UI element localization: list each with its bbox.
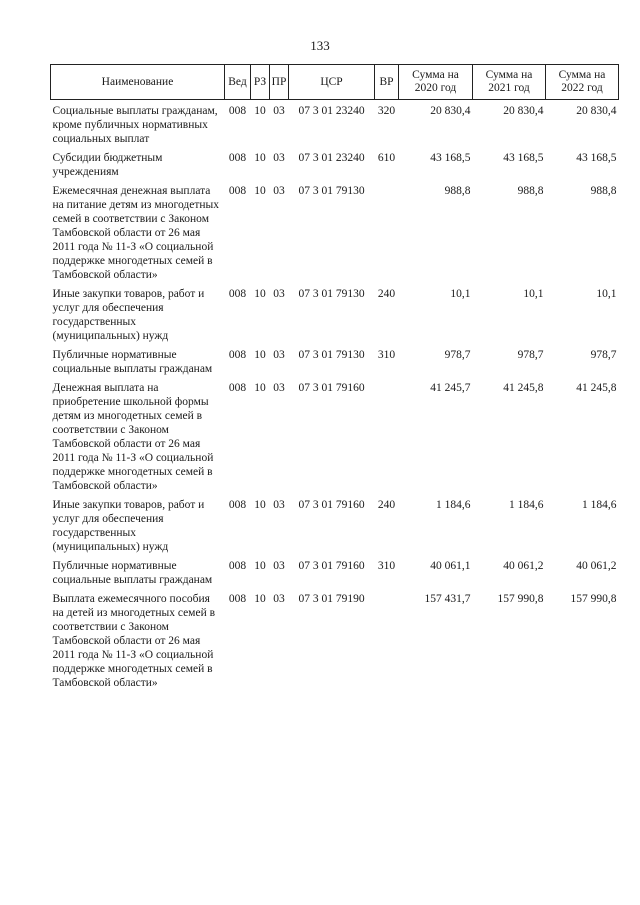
table-row (51, 590, 619, 693)
budget-table (50, 64, 619, 693)
row-vr: 320 (377, 105, 396, 117)
row-sum-2022: 157 990,8 (570, 593, 617, 605)
row-sum-2020: 20 830,4 (430, 105, 471, 117)
row-vr: 240 (377, 288, 396, 300)
row-sum-2021: 157 990,8 (497, 593, 544, 605)
row-pr: 03 (273, 593, 285, 605)
row-pr: 03 (273, 349, 285, 361)
row-sum-2020: 40 061,1 (430, 560, 471, 572)
header-name: Наименование (51, 65, 225, 100)
header-sum-2020: Сумма на 2020 год (399, 65, 473, 100)
row-rz: 10 (254, 349, 266, 361)
row-rz: 10 (254, 382, 266, 394)
row-sum-2022: 1 184,6 (582, 499, 617, 511)
row-name: Иные закупки товаров, работ и услуг для обеспечения государственных (муниципальных) нужд (52, 499, 205, 553)
table-row (51, 285, 619, 346)
row-name: Субсидии бюджетным учреждениям (52, 152, 163, 178)
row-vr (375, 182, 399, 285)
row-name: Ежемесячная денежная выплата на питание детям из многодетных семей в соответствии с Законом Тамбовской области от 26 мая 2011 года № 11-З «О социальной поддержке многодетных семей в Тамбовской области» (52, 185, 219, 281)
row-name: Публичные нормативные социальные выплаты гражданам (52, 560, 213, 586)
row-ved: 008 (228, 288, 247, 300)
row-sum-2020: 10,1 (450, 288, 471, 300)
row-pr: 03 (273, 382, 285, 394)
row-csr: 07 3 01 23240 (298, 105, 365, 117)
header-csr: ЦСР (289, 65, 375, 100)
row-rz: 10 (254, 152, 266, 164)
table-row (51, 557, 619, 590)
row-ved: 008 (228, 185, 247, 197)
row-pr: 03 (273, 185, 285, 197)
row-sum-2022: 20 830,4 (576, 105, 617, 117)
row-ved: 008 (228, 499, 247, 511)
row-rz: 10 (254, 105, 266, 117)
row-sum-2021: 1 184,6 (509, 499, 544, 511)
row-vr (375, 590, 399, 693)
table-row (51, 496, 619, 557)
row-sum-2020: 157 431,7 (424, 593, 471, 605)
page-number: 133 (310, 38, 330, 53)
row-ved: 008 (228, 105, 247, 117)
table-header-row (51, 65, 619, 100)
row-csr: 07 3 01 79160 (298, 499, 365, 511)
row-sum-2021: 40 061,2 (503, 560, 544, 572)
row-sum-2022: 43 168,5 (576, 152, 617, 164)
row-csr: 07 3 01 79160 (298, 382, 365, 394)
row-rz: 10 (254, 499, 266, 511)
row-rz: 10 (254, 560, 266, 572)
row-pr: 03 (273, 560, 285, 572)
row-pr: 03 (273, 499, 285, 511)
row-rz: 10 (254, 185, 266, 197)
row-vr: 240 (377, 499, 396, 511)
row-pr: 03 (273, 105, 285, 117)
row-rz: 10 (254, 593, 266, 605)
row-csr: 07 3 01 23240 (298, 152, 365, 164)
row-sum-2021: 43 168,5 (503, 152, 544, 164)
row-ved: 008 (228, 349, 247, 361)
row-sum-2020: 1 184,6 (436, 499, 471, 511)
row-sum-2022: 988,8 (590, 185, 617, 197)
row-ved: 008 (228, 560, 247, 572)
row-sum-2020: 988,8 (444, 185, 471, 197)
row-vr (375, 379, 399, 496)
row-name: Выплата ежемесячного пособия на детей из многодетных семей в соответствии с Законом Тамбовской области от 26 мая 2011 года № 11-З «О социальной поддержке многодетных семей в Тамбовской области» (52, 593, 216, 689)
header-rz: РЗ (251, 65, 270, 100)
row-pr: 03 (273, 288, 285, 300)
row-sum-2022: 978,7 (590, 349, 617, 361)
table-row (51, 100, 619, 150)
row-sum-2022: 41 245,8 (576, 382, 617, 394)
row-sum-2022: 10,1 (596, 288, 617, 300)
row-sum-2020: 978,7 (444, 349, 471, 361)
row-sum-2021: 988,8 (517, 185, 544, 197)
header-pr: ПР (270, 65, 289, 100)
row-csr: 07 3 01 79130 (298, 349, 365, 361)
row-rz: 10 (254, 288, 266, 300)
table-row (51, 182, 619, 285)
table-row (51, 149, 619, 182)
row-sum-2022: 40 061,2 (576, 560, 617, 572)
row-pr: 03 (273, 152, 285, 164)
row-ved: 008 (228, 382, 247, 394)
table-row (51, 379, 619, 496)
row-sum-2021: 978,7 (517, 349, 544, 361)
header-vr: ВР (375, 65, 399, 100)
row-vr: 310 (377, 349, 396, 361)
row-name: Денежная выплата на приобретение школьной формы детям из многодетных семей в соответствии с Законом Тамбовской области от 26 мая 2011 года № 11-З «О социальной поддержке многодетных семей в Тамбовской области» (52, 382, 214, 492)
row-csr: 07 3 01 79160 (298, 560, 365, 572)
header-sum-2021: Сумма на 2021 год (473, 65, 546, 100)
row-sum-2020: 43 168,5 (430, 152, 471, 164)
row-name: Иные закупки товаров, работ и услуг для обеспечения государственных (муниципальных) нужд (52, 288, 205, 342)
row-sum-2021: 20 830,4 (503, 105, 544, 117)
row-sum-2020: 41 245,7 (430, 382, 471, 394)
row-name: Социальные выплаты гражданам, кроме публичных нормативных социальных выплат (52, 105, 218, 145)
row-csr: 07 3 01 79130 (298, 288, 365, 300)
row-vr: 310 (377, 560, 396, 572)
row-ved: 008 (228, 593, 247, 605)
row-sum-2021: 41 245,8 (503, 382, 544, 394)
header-ved: Вед (225, 65, 251, 100)
row-name: Публичные нормативные социальные выплаты гражданам (52, 349, 213, 375)
header-sum-2022: Сумма на 2022 год (546, 65, 619, 100)
row-csr: 07 3 01 79130 (298, 185, 365, 197)
row-csr: 07 3 01 79190 (298, 593, 365, 605)
row-ved: 008 (228, 152, 247, 164)
table-row (51, 346, 619, 379)
row-vr: 610 (377, 152, 396, 164)
row-sum-2021: 10,1 (523, 288, 544, 300)
